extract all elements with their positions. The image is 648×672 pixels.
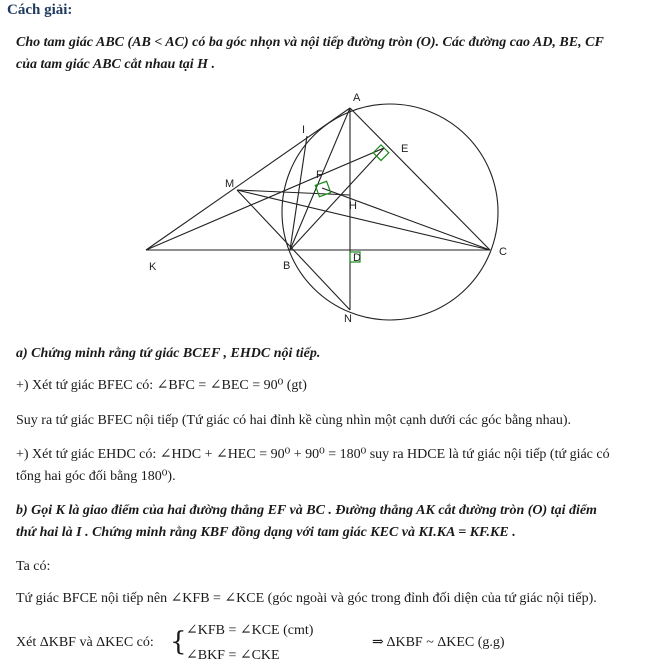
- part-b-line-2: Tứ giác BFCE nội tiếp nên ∠KFB = ∠KCE (góc ngoài và góc trong đỉnh đối diện của tứ giác nội tiếp).: [16, 591, 597, 606]
- label-d: D: [353, 252, 361, 264]
- label-a: A: [353, 92, 361, 104]
- problem-line-1: Cho tam giác ABC (AB < AC) có ba góc nhọn và nội tiếp đường tròn (O). Các đường cao AD, BE, CF: [16, 35, 604, 50]
- problem-line-2: của tam giác ABC cắt nhau tại H .: [16, 57, 216, 72]
- solution-heading: Cách giải:: [7, 2, 73, 18]
- label-c: C: [499, 246, 507, 258]
- part-a-line-2: Suy ra tứ giác BFEC nội tiếp (Tứ giác có hai đỉnh kề cùng nhìn một cạnh dưới các góc bằng nhau).: [16, 413, 572, 428]
- part-a-question: a) Chứng minh rằng tứ giác BCEF , EHDC nội tiếp.: [16, 346, 321, 361]
- condition-1: ∠KFB = ∠KCE (cmt): [186, 623, 314, 638]
- condition-2: ∠BKF = ∠CKE: [186, 648, 280, 663]
- geometry-figure: [140, 88, 520, 328]
- label-i: I: [302, 124, 306, 136]
- part-b-line-1: Ta có:: [16, 559, 51, 574]
- part-a-line-3: +) Xét tứ giác EHDC có: ∠HDC + ∠HEC = 90⁰ + 90⁰ = 180⁰ suy ra HDCE là tứ giác nội tiếp (tứ giác có: [16, 447, 610, 462]
- label-h: H: [349, 200, 357, 212]
- part-a-line-4: tổng hai góc đối bằng 180⁰).: [16, 469, 176, 484]
- circle-o: [282, 104, 498, 320]
- label-k: K: [149, 261, 157, 273]
- part-b-question-2: thứ hai là I . Chứng minh rằng KBF đồng dạng với tam giác KEC và KI.KA = KF.KE .: [16, 525, 516, 540]
- part-b-line-3-prefix: Xét ΔKBF và ΔKEC có:: [16, 635, 154, 650]
- label-m: M: [225, 178, 235, 190]
- part-a-line-1: +) Xét tứ giác BFEC có: ∠BFC = ∠BEC = 90⁰ (gt): [16, 378, 307, 393]
- conclusion: ⇒ ΔKBF ~ ΔKEC (g.g): [372, 635, 505, 650]
- label-b: B: [283, 260, 291, 272]
- system-brace: {: [170, 627, 187, 657]
- label-n: N: [344, 313, 352, 325]
- label-f: F: [316, 169, 323, 181]
- part-b-question-1: b) Gọi K là giao điểm của hai đường thẳng EF và BC . Đường thẳng AK cắt đường tròn (O) tại điểm: [16, 503, 597, 518]
- label-e: E: [401, 143, 409, 155]
